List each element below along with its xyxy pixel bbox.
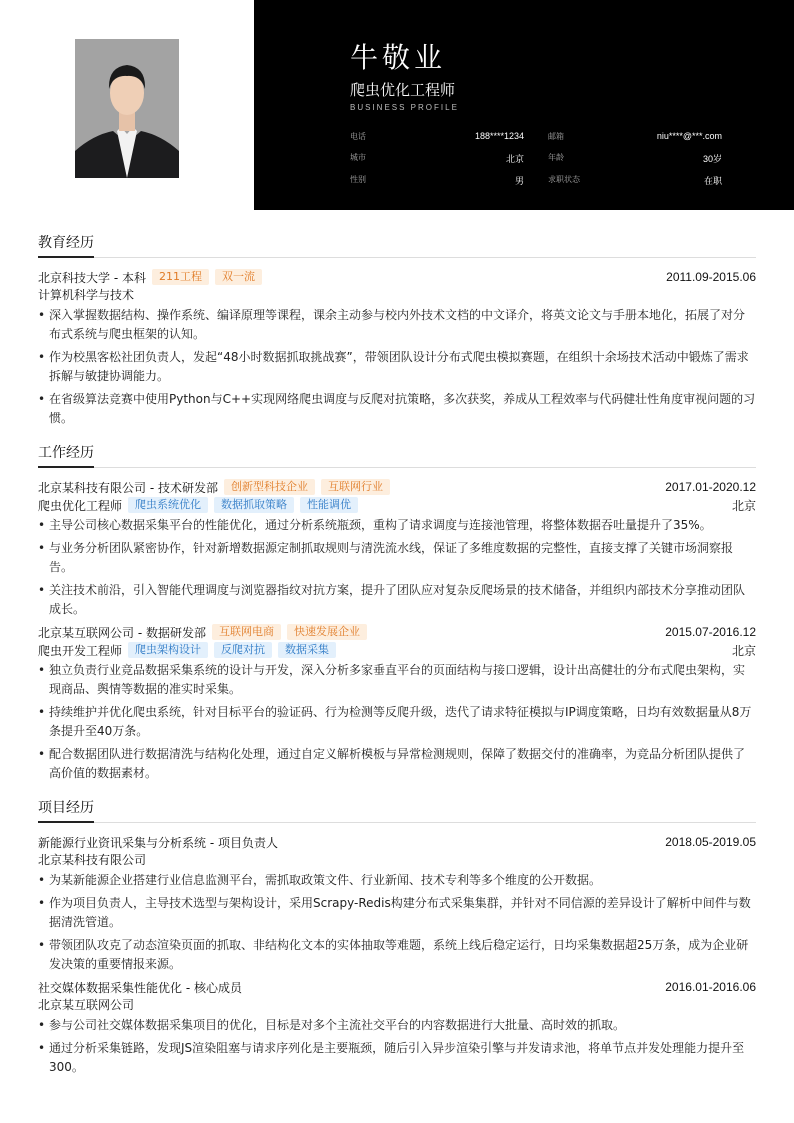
company-tag: 互联网电商 (212, 624, 281, 640)
company-name: 北京某互联网公司 - 数据研发部 (38, 625, 206, 640)
info-city (350, 152, 524, 165)
position-row (38, 641, 756, 659)
position-row (38, 496, 756, 514)
job-entry (38, 478, 756, 619)
age-value: 30岁 (702, 153, 722, 164)
skill-tag: 爬虫架构设计 (128, 642, 208, 658)
contact-info (350, 125, 722, 191)
phone-value: 188****1234 (474, 130, 524, 141)
education-bullets (38, 306, 756, 428)
info-label: 年龄 (548, 152, 564, 162)
job-date: 2017.01-2020.12 (665, 480, 756, 494)
job-entry (38, 623, 756, 783)
education-header-row (38, 268, 756, 286)
list-item: • 参与公司社交媒体数据采集项目的优化，目标是对多个主流社交平台的内容数据进行大批量、高时效的抓取。 (38, 1016, 756, 1035)
info-age (548, 152, 722, 165)
skill-tag: 数据采集 (278, 642, 336, 658)
position-name: 爬虫开发工程师 (38, 643, 123, 658)
job-city: 北京 (731, 643, 756, 658)
info-label: 求职状态 (548, 174, 580, 184)
list-item: • 持续维护并优化爬虫系统，针对目标平台的验证码、行为检测等反爬升级，迭代了请求特征模拟与IP调度策略，日均有效数据量从8万条提升至40万条。 (38, 703, 756, 741)
project-date: 2016.01-2016.06 (665, 980, 756, 994)
list-item: • 主导公司核心数据采集平台的性能优化，通过分析系统瓶颈，重构了请求调度与连接池管理，将整体数据吞吐量提升了35%。 (38, 516, 756, 535)
project-bullets (38, 1016, 756, 1077)
company-tag: 互联网行业 (321, 479, 390, 495)
section-title (38, 232, 756, 258)
project-entry (38, 833, 756, 974)
info-phone (350, 131, 524, 142)
company-tag: 创新型科技企业 (224, 479, 315, 495)
info-gender (350, 174, 524, 187)
list-item: • 与业务分析团队紧密协作，针对新增数据源定制抓取规则与清洗流水线，保证了多维度数据的完整性，直接支撑了关键市场洞察报告。 (38, 539, 756, 577)
section-title-text: 项目经历 (38, 797, 94, 823)
list-item: • 配合数据团队进行数据清洗与结构化处理，通过自定义解析模板与异常检测规则，保障了数据交付的准确率，为竞品分析团队提供了高价值的数据素材。 (38, 745, 756, 783)
school-tag: 211工程 (152, 269, 209, 285)
profile-photo (75, 39, 179, 178)
info-label: 邮箱 (548, 131, 564, 141)
skill-tag: 数据抓取策略 (214, 497, 294, 513)
job-header-row (38, 478, 756, 496)
company-line (38, 479, 390, 496)
projects-section (38, 797, 756, 1077)
email-value: niu****@***.com (656, 130, 722, 141)
info-row (350, 125, 722, 147)
project-company: 北京某互联网公司 (38, 998, 135, 1012)
company-line (38, 624, 367, 641)
job-bullets (38, 661, 756, 783)
project-bullets (38, 871, 756, 974)
info-label: 电话 (350, 131, 366, 141)
job-header-row (38, 623, 756, 641)
job-bullets (38, 516, 756, 619)
list-item: • 独立负责行业竞品数据采集系统的设计与开发，深入分析多家垂直平台的页面结构与接口逻辑，设计出高健壮的分布式爬虫架构，实现商品、舆情等数据的准实时采集。 (38, 661, 756, 699)
position-line (38, 497, 358, 514)
section-title (38, 797, 756, 823)
list-item: • 深入掌握数据结构、操作系统、编译原理等课程，课余主动参与校内外技术文档的中文译介，将英文论文与手册本地化，拓展了对分布式系统与爬虫框架的认知。 (38, 306, 756, 344)
resume-content (38, 232, 756, 1091)
info-label: 城市 (350, 152, 366, 162)
major: 计算机科学与技术 (38, 288, 135, 302)
company-name: 北京某科技有限公司 - 技术研发部 (38, 480, 218, 495)
candidate-role: 爬虫优化工程师 (350, 81, 456, 99)
section-title-text: 工作经历 (38, 442, 94, 468)
job-date: 2015.07-2016.12 (665, 625, 756, 639)
info-email (548, 131, 722, 142)
project-entry (38, 978, 756, 1077)
list-item: • 在省级算法竞赛中使用Python与C++实现网络爬虫调度与反爬对抗策略，多次获奖，养成从工程效率与代码健壮性角度审视问题的习惯。 (38, 390, 756, 428)
position-line (38, 642, 336, 659)
resume-header (0, 0, 794, 210)
position-name: 爬虫优化工程师 (38, 498, 123, 513)
business-profile-label: BUSINESS PROFILE (350, 103, 459, 112)
list-item: • 为某新能源企业搭建行业信息监测平台，需抓取政策文件、行业新闻、技术专利等多个维度的公开数据。 (38, 871, 756, 890)
skill-tag: 反爬对抗 (214, 642, 272, 658)
info-label: 性别 (350, 174, 366, 184)
list-item: • 带领团队攻克了动态渲染页面的抓取、非结构化文本的实体抽取等难题，系统上线后稳定运行，日均采集数据超25万条，成为企业研发决策的重要情报来源。 (38, 936, 756, 974)
school-name: 北京科技大学 - 本科 (38, 270, 146, 285)
city-value: 北京 (505, 153, 524, 164)
section-title (38, 442, 756, 468)
list-item: • 通过分析采集链路，发现JS渲染阻塞与请求序列化是主要瓶颈，随后引入异步渲染引擎与并发请求池，将单节点并发处理能力提升至300。 (38, 1039, 756, 1077)
info-job-status (548, 174, 722, 187)
header-dark-panel (254, 0, 794, 210)
project-name: 社交媒体数据采集性能优化 - 核心成员 (38, 980, 242, 995)
list-item: • 作为项目负责人，主导技术选型与架构设计，采用Scrapy-Redis构建分布式采集集群，并针对不同信源的差异设计了解析中间件与数据清洗管道。 (38, 894, 756, 932)
project-name: 新能源行业资讯采集与分析系统 - 项目负责人 (38, 835, 278, 850)
job-status-value: 在职 (703, 175, 722, 186)
school-line (38, 269, 262, 286)
company-tag: 快速发展企业 (287, 624, 367, 640)
skill-tag: 性能调优 (300, 497, 358, 513)
job-city: 北京 (731, 498, 756, 513)
project-company: 北京某科技有限公司 (38, 853, 147, 867)
school-tag: 双一流 (215, 269, 262, 285)
person-photo-icon (75, 39, 179, 178)
info-row (350, 147, 722, 169)
section-title-text: 教育经历 (38, 232, 94, 258)
list-item: • 作为校黑客松社团负责人，发起“48小时数据抓取挑战赛”，带领团队设计分布式爬虫模拟赛题，在组织十余场技术活动中锻炼了需求拆解与敏捷协调能力。 (38, 348, 756, 386)
candidate-name: 牛敬业 (350, 41, 447, 74)
education-section (38, 232, 756, 428)
project-header-row (38, 978, 756, 996)
project-date: 2018.05-2019.05 (665, 835, 756, 849)
gender-value: 男 (514, 175, 524, 186)
project-header-row (38, 833, 756, 851)
list-item: • 关注技术前沿，引入智能代理调度与浏览器指纹对抗方案，提升了团队应对复杂反爬场景的技术储备，并组织内部技术分享推动团队成长。 (38, 581, 756, 619)
info-row (350, 169, 722, 191)
education-date: 2011.09-2015.06 (666, 270, 756, 284)
skill-tag: 爬虫系统优化 (128, 497, 208, 513)
work-section (38, 442, 756, 783)
